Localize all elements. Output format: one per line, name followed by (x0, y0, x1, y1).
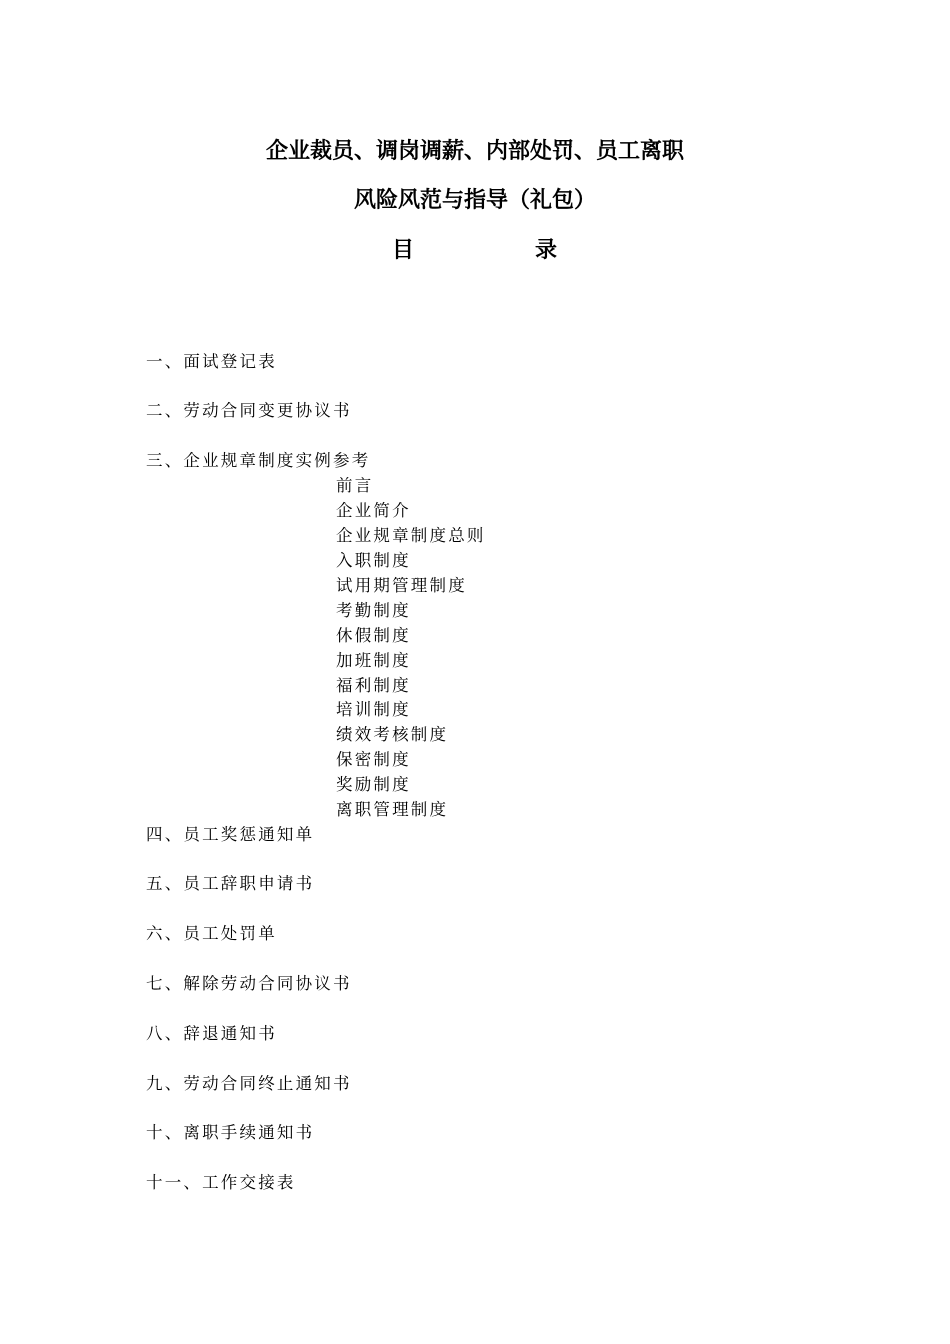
toc-subitem: 离职管理制度 (336, 800, 449, 819)
toc-subitem: 试用期管理制度 (336, 576, 467, 595)
toc-item-11: 十一、工作交接表 (146, 1173, 296, 1192)
toc-subitem: 保密制度 (336, 750, 411, 769)
toc-item-1: 一、面试登记表 (146, 352, 277, 371)
toc-item-3: 三、企业规章制度实例参考 (146, 451, 371, 470)
toc-subitem: 加班制度 (336, 651, 411, 670)
toc-subitem: 前言 (336, 476, 374, 495)
toc-subitem: 入职制度 (336, 551, 411, 570)
toc-subitem: 福利制度 (336, 676, 411, 695)
document-title-line-2: 风险风范与指导（礼包） (353, 188, 596, 213)
toc-item-10: 十、离职手续通知书 (146, 1123, 315, 1142)
toc-item-4: 四、员工奖惩通知单 (146, 825, 315, 844)
toc-heading-char-2: 录 (535, 238, 558, 263)
toc-subitem: 考勤制度 (336, 601, 411, 620)
document-title-line-1: 企业裁员、调岗调薪、内部处罚、员工离职 (265, 139, 684, 164)
toc-subitem: 绩效考核制度 (336, 725, 449, 744)
toc-item-2: 二、劳动合同变更协议书 (146, 401, 352, 420)
toc-item-8: 八、辞退通知书 (146, 1024, 277, 1043)
toc-item-7: 七、解除劳动合同协议书 (146, 974, 352, 993)
toc-subitem: 休假制度 (336, 626, 411, 645)
toc-item-6: 六、员工处罚单 (146, 924, 277, 943)
toc-subitem: 培训制度 (336, 700, 411, 719)
toc-subitem: 企业简介 (336, 501, 411, 520)
toc-subitem: 奖励制度 (336, 775, 411, 794)
toc-subitem: 企业规章制度总则 (336, 526, 486, 545)
toc-item-5: 五、员工辞职申请书 (146, 874, 315, 893)
toc-heading-char-1: 目 (392, 238, 415, 263)
toc-heading (0, 236, 950, 266)
toc-item-9: 九、劳动合同终止通知书 (146, 1074, 352, 1093)
